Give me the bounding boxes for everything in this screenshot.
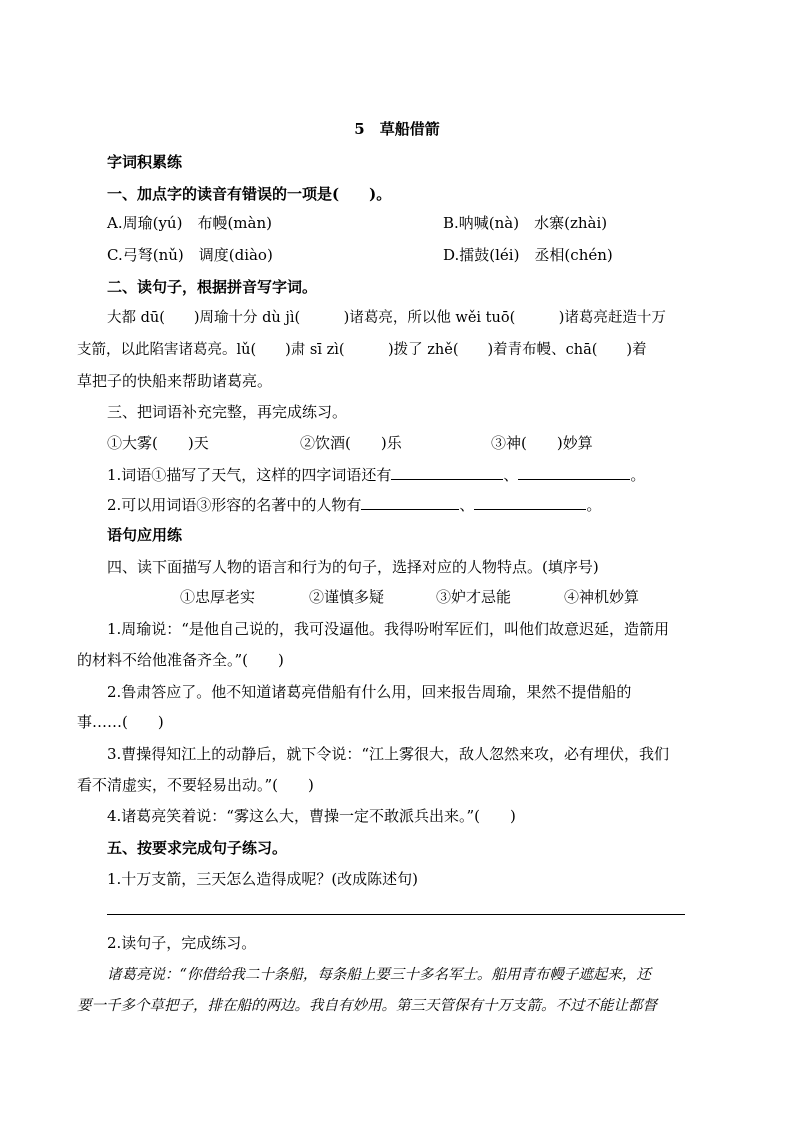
question-4-heading: 四、读下面描写人物的语言和行为的句子，选择对应的人物特点。(填序号) [107,558,599,576]
answer-line[interactable] [107,914,685,915]
separator: 、 [503,466,519,484]
question-4-item-2-line-2: 事……( ) [77,713,164,731]
question-1-option-d: D.擂鼓(léi) 丞相(chén) [443,246,613,264]
page-title: 5 草船借箭 [354,120,440,138]
question-3-word-3: ③神( )妙算 [491,434,593,452]
question-4-item-2-line-1: 2.鲁肃答应了。他不知道诸葛亮借船有什么用，回来报告周瑜，果然不提借船的 [107,683,632,701]
answer-blank[interactable] [391,465,503,480]
question-1-option-b: B.呐喊(nà) 水寨(zhài) [443,214,608,232]
section-heading-vocabulary: 字词积累练 [107,153,183,171]
question-1-heading: 一、加点字的读音有错误的一项是( )。 [107,185,392,203]
question-4-trait-1: ①忠厚老实 [180,588,256,606]
question-5-item-2: 2.读句子，完成练习。 [107,934,257,952]
question-5-item-1: 1.十万支箭，三天怎么造得成呢？(改成陈述句) [107,870,419,888]
question-5-heading: 五、按要求完成句子练习。 [107,839,288,857]
question-4-item-3-line-1: 3.曹操得知江上的动静后，就下令说：“江上雾很大，敌人忽然来攻，必有埋伏，我们 [107,745,669,763]
question-2-line-3: 草把子的快船来帮助诸葛亮。 [77,372,273,390]
period: 。 [586,496,602,514]
period: 。 [630,466,646,484]
separator: 、 [459,496,475,514]
question-4-trait-3: ③妒才忌能 [436,588,512,606]
question-1-option-a: A.周瑜(yú) 布幔(màn) [107,214,272,232]
question-4-item-1-line-1: 1.周瑜说：“是他自己说的，我可没逼他。我得吩咐军匠们，叫他们故意迟延，造箭用 [107,620,669,638]
question-4-trait-2: ②谨慎多疑 [309,588,385,606]
answer-blank[interactable] [518,465,630,480]
question-3-item-2 [107,495,601,515]
answer-blank[interactable] [474,495,586,510]
question-1-option-c: C.弓弩(nǔ) 调度(diào) [107,246,273,264]
section-heading-sentence: 语句应用练 [107,526,183,544]
answer-blank[interactable] [361,495,459,510]
question-3-word-1: ①大雾( )天 [107,434,209,452]
question-3-word-2: ②饮酒( )乐 [300,434,402,452]
question-3-heading: 三、把词语补充完整，再完成练习。 [107,403,348,421]
question-3-item-1-text: 1.词语①描写了天气，这样的四字词语还有 [107,466,392,484]
passage-line-2: 要一千多个草把子，排在船的两边。我自有妙用。第三天管保有十万支箭。不过不能让都督 [77,998,657,1014]
question-4-item-1-line-2: 的材料不给他准备齐全。”( ) [77,651,284,669]
question-4-item-3-line-2: 看不清虚实，不要轻易出动。”( ) [77,776,314,794]
question-3-item-1 [107,465,645,485]
question-4-trait-4: ④神机妙算 [564,588,640,606]
question-2-heading: 二、读句子，根据拼音写字词。 [107,278,318,296]
question-2-line-2: 支箭，以此陷害诸葛亮。lǔ( )肃 sī zì( )拨了 zhě( )着青布幔、chā( )着 [77,342,647,358]
passage-line-1: 诸葛亮说：“你借给我二十条船，每条船上要三十多名军士。船用青布幔子遮起来，还 [107,967,651,983]
question-4-item-4: 4.诸葛亮笑着说：“雾这么大，曹操一定不敢派兵出来。”( ) [107,807,516,825]
question-2-line-1: 大都 dū( )周瑜十分 dù jì( )诸葛亮，所以他 wěi tuō( )诸葛亮赶造十万 [107,310,666,326]
question-3-item-2-text: 2.可以用词语③形容的名著中的人物有 [107,496,362,514]
